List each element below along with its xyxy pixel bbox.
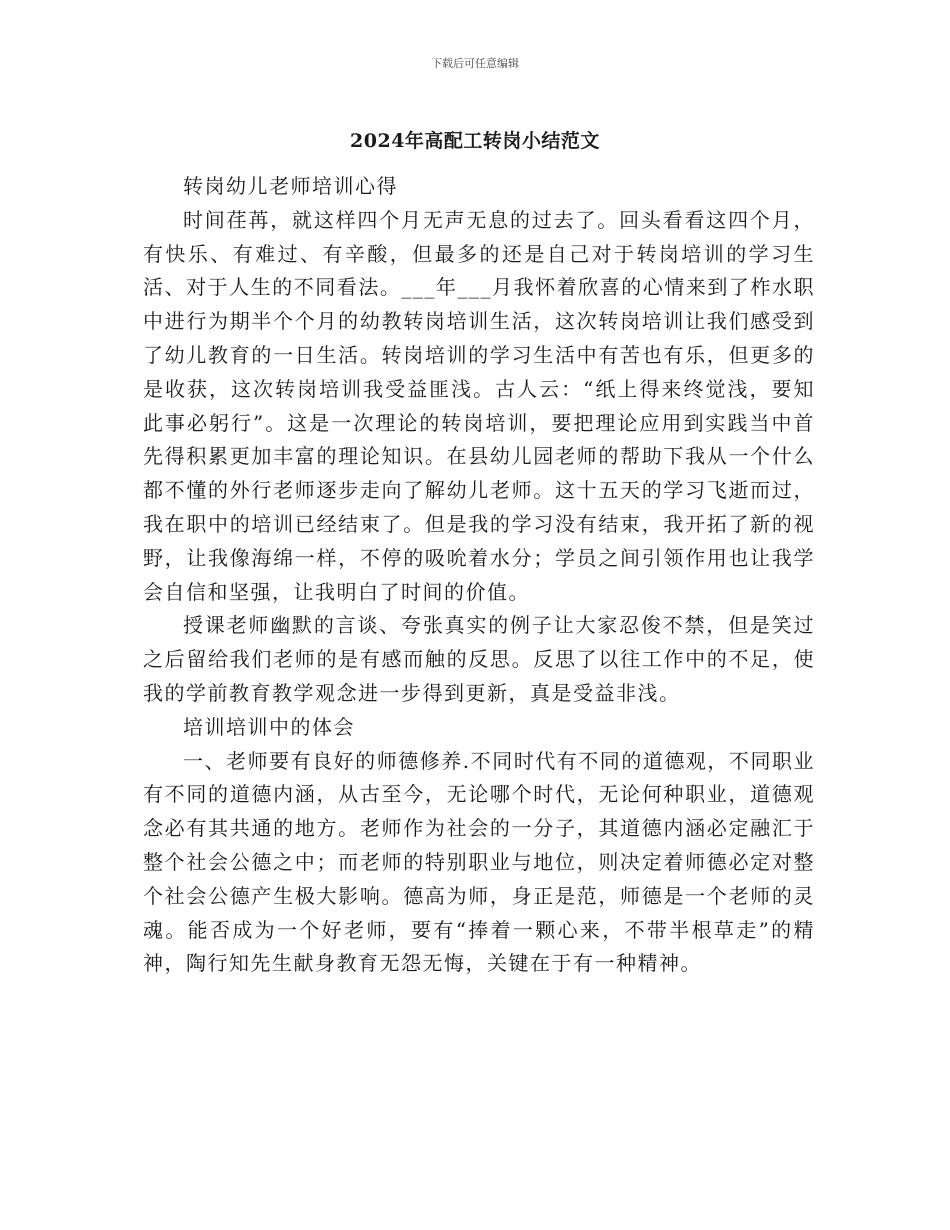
section-heading-insights: 培训培训中的体会 <box>183 714 355 739</box>
document-title: 2024年高配工转岗小结范文 <box>350 130 600 152</box>
body-paragraph-reflection: 时间荏苒，就这样四个月无声无息的过去了。回头看看这四个月，有快乐、有难过、有辛酸，但最多的还是自己对于转岗培训的学习生活、对于人生的不同看法。___年___月我怀着欣喜的心情来到了柞水职中进行为期半个个月的幼教转岗培训生活，这次转岗培训让我们感受到了幼儿教育的一日生活。转岗培训的学习生活中有苦也有乐，但更多的是收获，这次转岗培训我受益匪浅。古人云：“纸上得来终觉浅，要知此事必躬行”。这是一次理论的转岗培训，要把理论应用到实践当中首先得积累更加丰富的理论知识。在县幼儿园老师的帮助下我从一个什么都不懂的外行老师逐步走向了解幼儿老师。这十五天的学习飞逝而过，我在职中的培训已经结束了。但是我的学习没有结束，我开拓了新的视野，让我像海绵一样，不停的吸吮着水分；学员之间引领作用也让我学会自信和坚强，让我明白了时间的价值。 <box>143 207 815 604</box>
body-paragraph-lecturers: 授课老师幽默的言谈、夸张真实的例子让大家忍俊不禁，但是笑过之后留给我们老师的是有感而触的反思。反思了以往工作中的不足，使我的学前教育教学观念进一步得到更新，真是受益非浅。 <box>143 613 815 705</box>
page-header-note: 下载后可任意编辑 <box>431 57 519 70</box>
section-heading-training-experience: 转岗幼儿老师培训心得 <box>183 174 398 198</box>
document-body <box>143 170 815 981</box>
body-paragraph-teacher-ethics: 一、老师要有良好的师德修养.不同时代有不同的道德观，不同职业有不同的道德内涵，从古至今，无论哪个时代，无论何种职业，道德观念必有其共通的地方。老师作为社会的一分子，其道德内涵必定融汇于整个社会公德之中；而老师的特别职业与地位，则决定着师德必定对整个社会公德产生极大影响。德高为师，身正是范，师德是一个老师的灵魂。能否成为一个好老师，要有“捧着一颗心来，不带半根草走”的精神，陶行知先生献身教育无怨无悔，关键在于有一种精神。 <box>143 748 815 976</box>
